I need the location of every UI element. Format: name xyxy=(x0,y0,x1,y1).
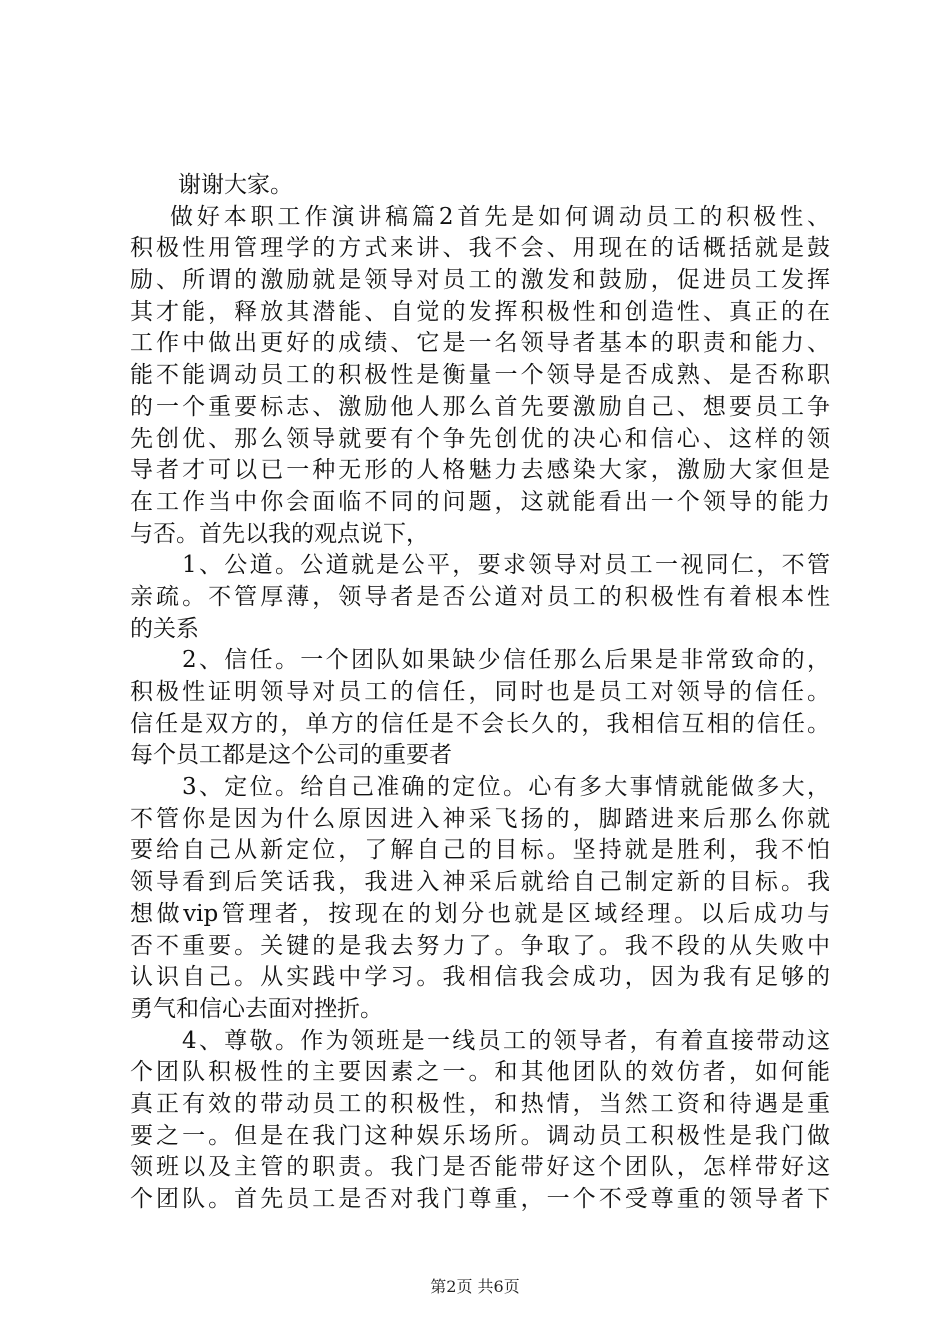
paragraph-line: 在工作当中你会面临不同的问题，这就能看出一个领导的能力 xyxy=(130,488,830,515)
paragraph-line: 每个员工都是这个公司的重要者 xyxy=(130,742,452,769)
document-body xyxy=(130,170,830,1216)
paragraph-line: 不管你是因为什么原因进入神采飞扬的，脚踏进来后那么你就 xyxy=(130,805,830,832)
paragraph-line: 要给自己从新定位，了解自己的目标。坚持就是胜利，我不怕 xyxy=(130,837,830,864)
paragraph-line: 积极性用管理学的方式来讲、我不会、用现在的话概括就是鼓 xyxy=(130,235,830,262)
paragraph-line: 勇气和信心去面对挫折。 xyxy=(130,995,383,1022)
closing-line: 谢谢大家。 xyxy=(178,172,293,198)
paragraph-line: 工作中做出更好的成绩、它是一名领导者基本的职责和能力、 xyxy=(130,330,830,357)
page-number-footer: 第2页 共6页 xyxy=(430,1277,520,1296)
paragraph-line: 亲疏。不管厚薄，领导者是否公道对员工的积极性有着根本性 xyxy=(130,583,830,610)
paragraph-line: 先创优、那么领导就要有个争先创优的决心和信心、这样的领 xyxy=(130,425,830,452)
paragraph-line: 要之一。但是在我门这种娱乐场所。调动员工积极性是我门做 xyxy=(130,1122,830,1149)
paragraph-line: 认识自己。从实践中学习。我相信我会成功，因为我有足够的 xyxy=(130,964,830,991)
paragraph-line: 想做vip管理者，按现在的划分也就是区域经理。以后成功与 xyxy=(130,900,830,927)
paragraph-line: 做好本职工作演讲稿篇2首先是如何调动员工的积极性、 xyxy=(170,203,830,230)
paragraph-line: 与否。首先以我的观点说下， xyxy=(130,520,429,547)
paragraph-line: 领班以及主管的职责。我门是否能带好这个团队，怎样带好这 xyxy=(130,1154,830,1181)
paragraph-line: 领导看到后笑话我，我进入神采后就给自己制定新的目标。我 xyxy=(130,869,830,896)
paragraph-line: 积极性证明领导对员工的信任，同时也是员工对领导的信任。 xyxy=(130,679,830,705)
paragraph-line: 真正有效的带动员工的积极性，和热情，当然工资和待遇是重 xyxy=(130,1090,830,1117)
list-item-line: 2、信任。一个团队如果缺少信任那么后果是非常致命的， xyxy=(182,647,830,674)
paragraph-line: 个团队。首先员工是否对我门尊重，一个不受尊重的领导者下 xyxy=(130,1186,830,1212)
paragraph-line: 能不能调动员工的积极性是衡量一个领导是否成熟、是否称职 xyxy=(130,362,830,389)
paragraph-line: 的关系 xyxy=(130,615,199,642)
paragraph-line: 其才能，释放其潜能、自觉的发挥积极性和创造性、真正的在 xyxy=(130,298,830,325)
list-item-line: 1、公道。公道就是公平，要求领导对员工一视同仁，不管 xyxy=(182,552,830,579)
paragraph-line: 导者才可以已一种无形的人格魅力去感染大家，激励大家但是 xyxy=(130,457,830,484)
paragraph-line: 信任是双方的，单方的信任是不会长久的，我相信互相的信任。 xyxy=(130,710,830,737)
paragraph-line: 的一个重要标志、激励他人那么首先要激励自己、想要员工争 xyxy=(130,393,830,420)
list-item-line: 4、尊敬。作为领班是一线员工的领导者，有着直接带动这 xyxy=(182,1027,830,1054)
list-item-line: 3、定位。给自己准确的定位。心有多大事情就能做多大， xyxy=(182,774,830,801)
paragraph-line: 励、所谓的激励就是领导对员工的激发和鼓励，促进员工发挥 xyxy=(130,267,830,294)
paragraph-line: 否不重要。关键的是我去努力了。争取了。我不段的从失败中 xyxy=(130,932,830,959)
paragraph-line: 个团队积极性的主要因素之一。和其他团队的效仿者，如何能 xyxy=(130,1059,830,1086)
